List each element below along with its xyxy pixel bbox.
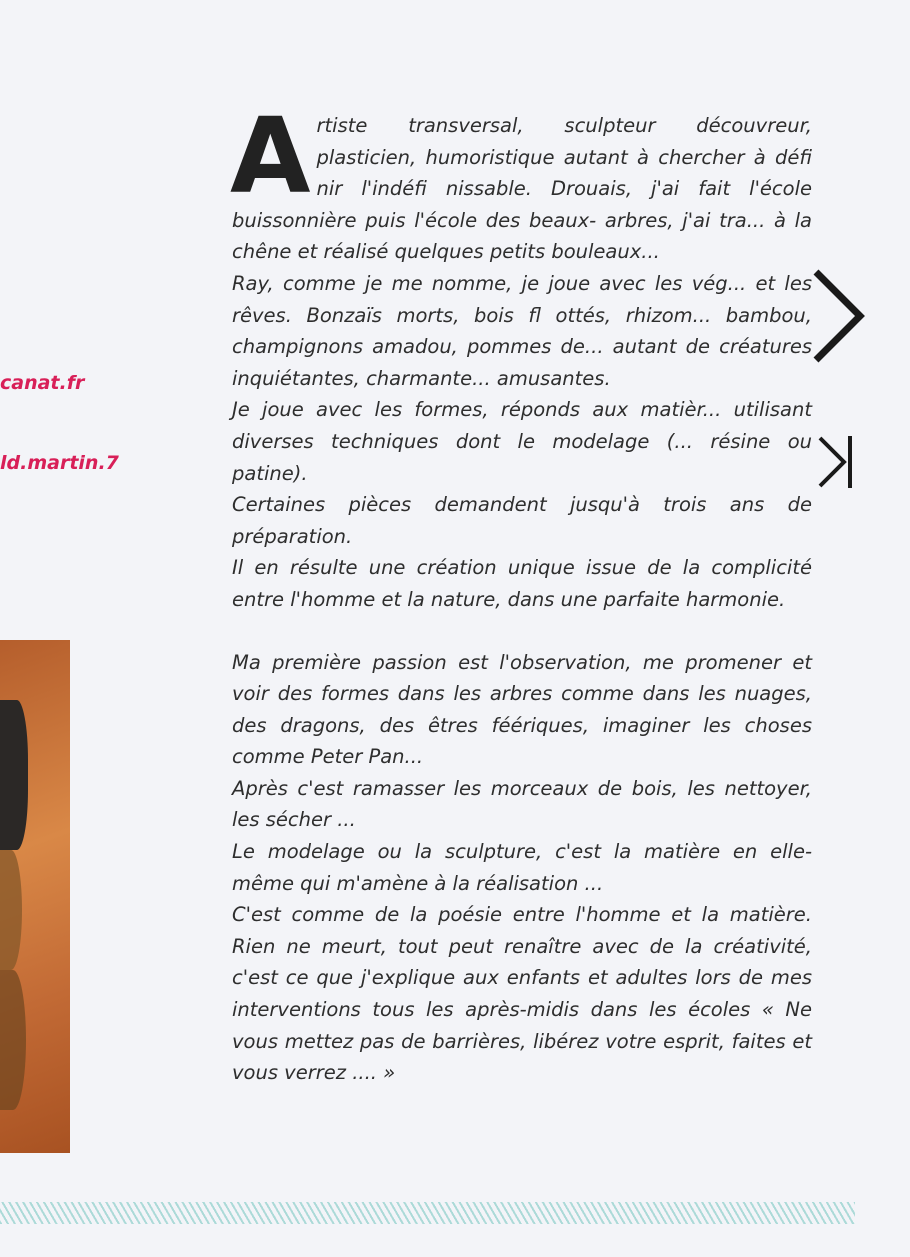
paragraph: Certaines pièces demandent jusqu'à trois ans de préparation. [232, 493, 812, 548]
paragraph: Ray, comme je me nomme, je joue avec les vég... et les rêves. Bonzaïs morts, bois fl ottés, rhizom... bambou, champignons amadou, pommes de... autant de créatures inquiétantes, charmante... amusantes. [232, 271, 812, 390]
drop-cap: A [230, 95, 311, 217]
paragraph: Je joue avec les formes, réponds aux matièr... utilisant diverses techniques dont le modelage (... résine ou patine). [232, 398, 812, 485]
decorative-divider [0, 1202, 855, 1224]
social-link[interactable]: ld.martin.7 [0, 452, 119, 474]
chevron-right-icon[interactable] [810, 268, 870, 364]
sculpture-photo [0, 640, 70, 1153]
paragraph: Il en résulte une création unique issue de la complicité entre l'homme et la nature, dans une parfaite harmonie. [232, 556, 812, 611]
skip-to-end-icon[interactable] [816, 432, 856, 492]
paragraph: Ma première passion est l'observation, me promener et voir des formes dans les arbres comme dans les nuages, des dragons, des êtres féériques, imaginer les choses comme Peter Pan... [232, 650, 812, 769]
article-lead [230, 95, 812, 268]
article-body [230, 95, 812, 1089]
lead-text: rtiste transversal, sculpteur découvreur, plasticien, humoristique autant à chercher à défi nir l'indéfi nissable. Drouais, j'ai fait l'école buissonnière puis l'école des beaux- arbres, j'ai tra... à la chêne et réalisé quelques petits bouleaux... [232, 114, 812, 264]
paragraph: Après c'est ramasser les morceaux de bois, les nettoyer, les sécher ... [232, 776, 812, 832]
paragraph: Le modelage ou la sculpture, c'est la matière en elle-même qui m'amène à la réalisation ... [232, 840, 812, 895]
paragraph: C'est comme de la poésie entre l'homme et la matière. Rien ne meurt, tout peut renaître avec de la créativité, c'est ce que j'explique aux enfants et adultes lors de mes interventions tous les après-midis dans les écoles « Ne vous mettez pas de barrières, libérez votre esprit, faites et vous verrez .... » [232, 903, 812, 1085]
website-link[interactable]: canat.fr [0, 372, 85, 394]
